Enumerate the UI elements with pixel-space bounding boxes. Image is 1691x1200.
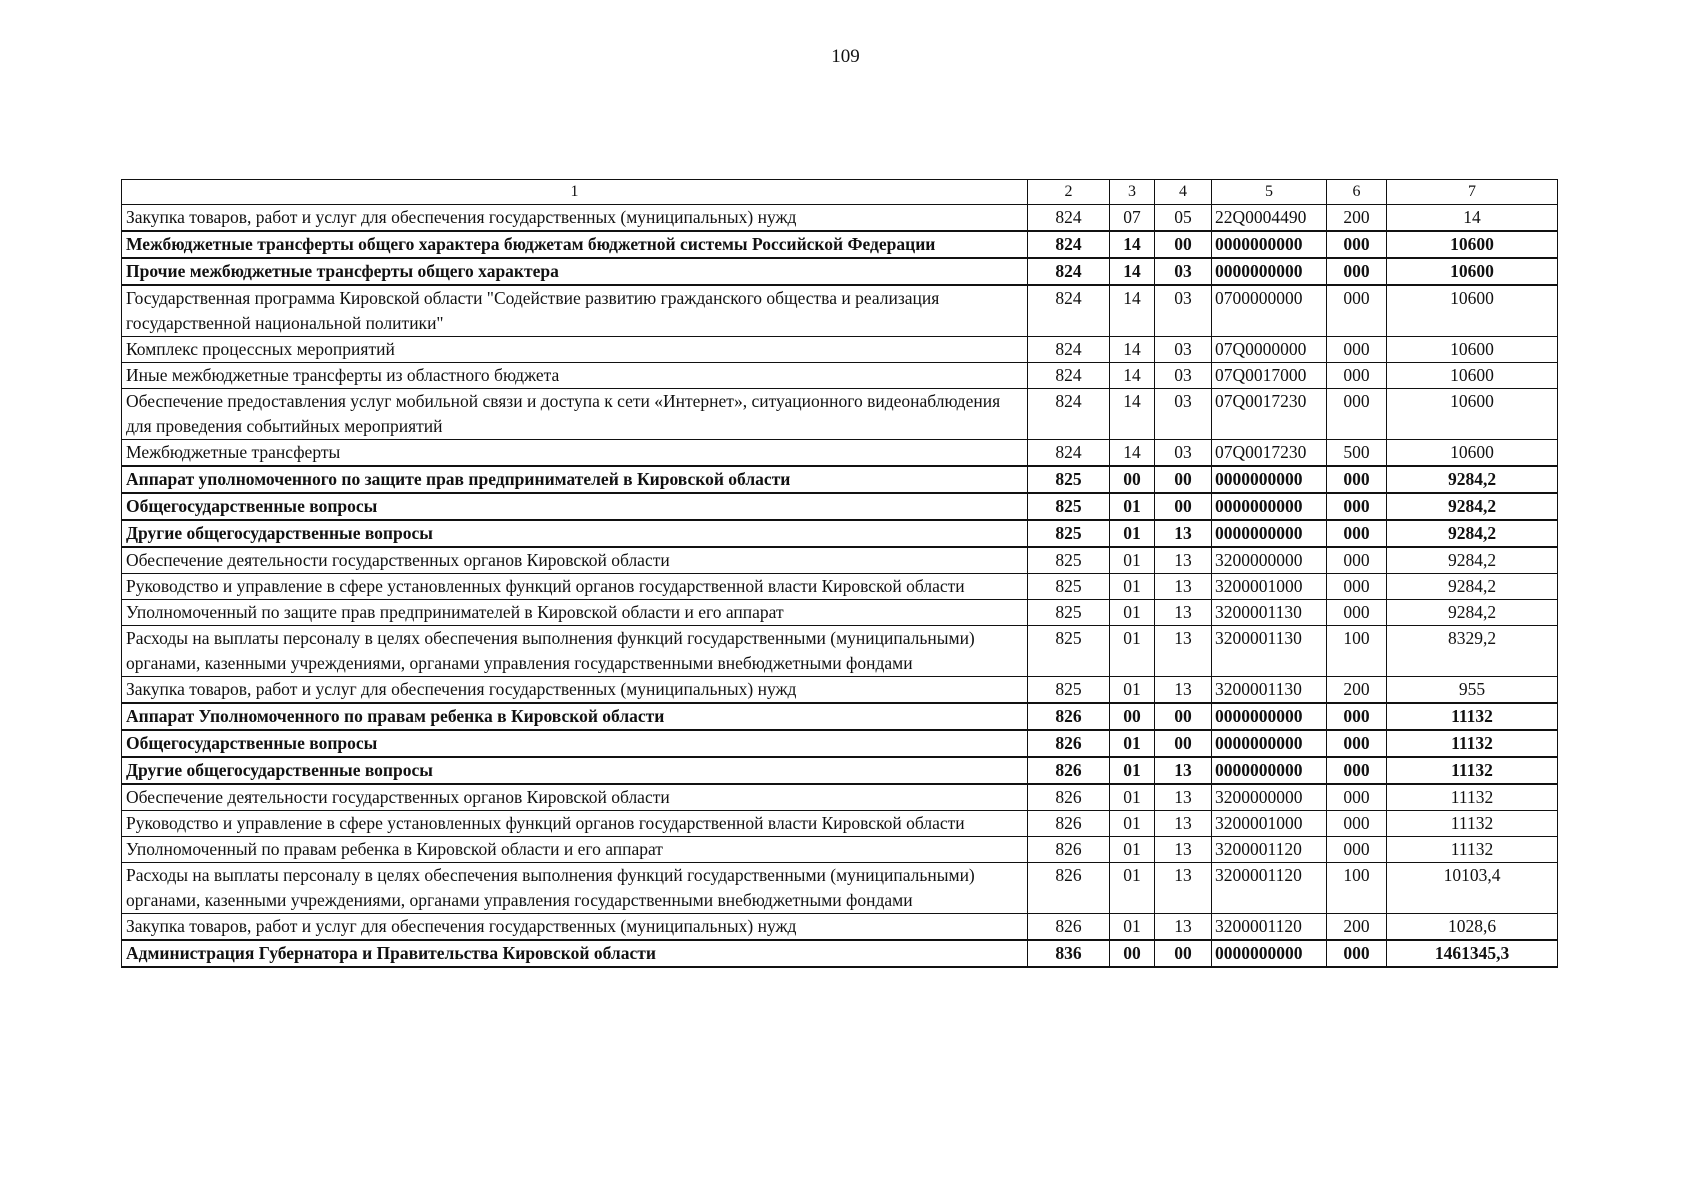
cell-ministry: 836 [1028,940,1110,967]
header-cell-subsection: 4 [1155,180,1212,205]
cell-expense-type: 200 [1327,914,1387,941]
cell-subsection: 13 [1155,626,1212,677]
cell-target-article: 3200000000 [1212,784,1327,811]
table-row [122,493,1558,520]
table-row [122,811,1558,837]
cell-ministry: 826 [1028,757,1110,784]
cell-section: 14 [1110,285,1155,337]
cell-name: Расходы на выплаты персоналу в целях обеспечения выполнения функций государственными (муниципальными) органами, казенными учреждениями, органами управления государственными внебюджетными фондами [122,863,1028,914]
cell-name: Руководство и управление в сфере установленных функций органов государственной власти Кировской области [122,574,1028,600]
cell-ministry: 825 [1028,493,1110,520]
cell-amount: 9284,2 [1387,547,1558,574]
cell-expense-type: 000 [1327,811,1387,837]
cell-section: 01 [1110,757,1155,784]
cell-ministry: 825 [1028,677,1110,704]
cell-amount: 10600 [1387,440,1558,467]
header-cell-ministry: 2 [1028,180,1110,205]
cell-ministry: 824 [1028,231,1110,258]
cell-ministry: 824 [1028,285,1110,337]
cell-expense-type: 000 [1327,730,1387,757]
table-row [122,940,1558,967]
cell-section: 14 [1110,389,1155,440]
cell-subsection: 00 [1155,730,1212,757]
budget-table-container [121,179,1557,968]
cell-target-article: 07Q0017230 [1212,389,1327,440]
cell-name: Аппарат Уполномоченного по правам ребенка в Кировской области [122,703,1028,730]
cell-target-article: 0000000000 [1212,466,1327,493]
cell-target-article: 0000000000 [1212,940,1327,967]
cell-ministry: 824 [1028,205,1110,232]
cell-name: Другие общегосударственные вопросы [122,520,1028,547]
cell-section: 01 [1110,811,1155,837]
cell-section: 14 [1110,363,1155,389]
header-cell-amount: 7 [1387,180,1558,205]
table-row [122,784,1558,811]
header-cell-section: 3 [1110,180,1155,205]
cell-name: Уполномоченный по защите прав предпринимателей в Кировской области и его аппарат [122,600,1028,626]
table-row [122,258,1558,285]
cell-expense-type: 000 [1327,757,1387,784]
budget-table-body [122,180,1558,968]
cell-section: 01 [1110,837,1155,863]
cell-expense-type: 000 [1327,231,1387,258]
cell-section: 07 [1110,205,1155,232]
cell-section: 01 [1110,863,1155,914]
cell-expense-type: 000 [1327,258,1387,285]
cell-expense-type: 000 [1327,600,1387,626]
cell-subsection: 00 [1155,703,1212,730]
table-row [122,914,1558,941]
cell-ministry: 825 [1028,520,1110,547]
table-row [122,837,1558,863]
cell-subsection: 00 [1155,940,1212,967]
cell-section: 01 [1110,600,1155,626]
cell-expense-type: 000 [1327,547,1387,574]
cell-name: Общегосударственные вопросы [122,493,1028,520]
cell-subsection: 13 [1155,863,1212,914]
cell-section: 01 [1110,574,1155,600]
table-row [122,231,1558,258]
cell-name: Обеспечение деятельности государственных органов Кировской области [122,547,1028,574]
cell-ministry: 824 [1028,258,1110,285]
cell-target-article: 3200001120 [1212,914,1327,941]
cell-section: 01 [1110,677,1155,704]
cell-section: 14 [1110,440,1155,467]
cell-name: Комплекс процессных мероприятий [122,337,1028,363]
cell-target-article: 3200001000 [1212,811,1327,837]
cell-expense-type: 200 [1327,205,1387,232]
cell-section: 01 [1110,520,1155,547]
cell-amount: 11132 [1387,757,1558,784]
cell-subsection: 13 [1155,600,1212,626]
cell-name: Государственная программа Кировской области "Содействие развитию гражданского общества и реализация государственной национальной политики" [122,285,1028,337]
cell-subsection: 03 [1155,440,1212,467]
cell-ministry: 825 [1028,574,1110,600]
cell-expense-type: 000 [1327,493,1387,520]
budget-table [121,179,1558,968]
cell-subsection: 13 [1155,914,1212,941]
table-row [122,520,1558,547]
header-cell-expense-type: 6 [1327,180,1387,205]
cell-target-article: 3200000000 [1212,547,1327,574]
cell-amount: 10600 [1387,363,1558,389]
cell-section: 14 [1110,337,1155,363]
cell-subsection: 03 [1155,285,1212,337]
cell-amount: 10600 [1387,258,1558,285]
cell-section: 00 [1110,940,1155,967]
cell-amount: 8329,2 [1387,626,1558,677]
cell-expense-type: 000 [1327,837,1387,863]
cell-amount: 955 [1387,677,1558,704]
cell-subsection: 13 [1155,547,1212,574]
cell-subsection: 13 [1155,784,1212,811]
cell-amount: 9284,2 [1387,493,1558,520]
cell-target-article: 0000000000 [1212,258,1327,285]
cell-amount: 1028,6 [1387,914,1558,941]
cell-amount: 10600 [1387,231,1558,258]
cell-target-article: 0000000000 [1212,231,1327,258]
cell-section: 01 [1110,626,1155,677]
cell-target-article: 3200001130 [1212,600,1327,626]
cell-expense-type: 000 [1327,520,1387,547]
table-row [122,863,1558,914]
cell-target-article: 07Q0017230 [1212,440,1327,467]
page-number: 109 [831,46,860,67]
cell-ministry: 824 [1028,337,1110,363]
cell-name: Расходы на выплаты персоналу в целях обеспечения выполнения функций государственными (муниципальными) органами, казенными учреждениями, органами управления государственными внебюджетными фондами [122,626,1028,677]
cell-target-article: 07Q0000000 [1212,337,1327,363]
cell-section: 00 [1110,466,1155,493]
cell-name: Уполномоченный по правам ребенка в Кировской области и его аппарат [122,837,1028,863]
cell-expense-type: 000 [1327,940,1387,967]
cell-target-article: 0000000000 [1212,730,1327,757]
cell-amount: 11132 [1387,730,1558,757]
cell-ministry: 824 [1028,440,1110,467]
cell-expense-type: 000 [1327,389,1387,440]
table-row [122,285,1558,337]
cell-amount: 14 [1387,205,1558,232]
cell-subsection: 03 [1155,363,1212,389]
cell-name: Прочие межбюджетные трансферты общего характера [122,258,1028,285]
cell-subsection: 13 [1155,757,1212,784]
cell-subsection: 13 [1155,811,1212,837]
cell-subsection: 05 [1155,205,1212,232]
table-header-row [122,180,1558,205]
cell-name: Обеспечение деятельности государственных органов Кировской области [122,784,1028,811]
cell-section: 01 [1110,914,1155,941]
cell-subsection: 13 [1155,837,1212,863]
cell-subsection: 03 [1155,258,1212,285]
table-row [122,389,1558,440]
cell-expense-type: 000 [1327,466,1387,493]
cell-expense-type: 000 [1327,574,1387,600]
table-row [122,337,1558,363]
cell-name: Общегосударственные вопросы [122,730,1028,757]
cell-ministry: 826 [1028,703,1110,730]
table-row [122,703,1558,730]
cell-section: 14 [1110,231,1155,258]
cell-amount: 10600 [1387,337,1558,363]
cell-target-article: 3200001120 [1212,837,1327,863]
cell-name: Другие общегосударственные вопросы [122,757,1028,784]
cell-subsection: 03 [1155,389,1212,440]
table-row [122,677,1558,704]
cell-target-article: 0000000000 [1212,493,1327,520]
cell-target-article: 07Q0017000 [1212,363,1327,389]
cell-subsection: 00 [1155,231,1212,258]
table-row [122,626,1558,677]
cell-name: Руководство и управление в сфере установленных функций органов государственной власти Кировской области [122,811,1028,837]
table-row [122,730,1558,757]
cell-name: Закупка товаров, работ и услуг для обеспечения государственных (муниципальных) нужд [122,914,1028,941]
cell-amount: 11132 [1387,784,1558,811]
cell-amount: 9284,2 [1387,600,1558,626]
cell-amount: 11132 [1387,703,1558,730]
cell-target-article: 0000000000 [1212,757,1327,784]
table-row [122,757,1558,784]
table-row [122,205,1558,232]
cell-target-article: 3200001120 [1212,863,1327,914]
cell-ministry: 826 [1028,837,1110,863]
cell-expense-type: 100 [1327,626,1387,677]
cell-amount: 9284,2 [1387,520,1558,547]
cell-subsection: 13 [1155,574,1212,600]
cell-amount: 9284,2 [1387,574,1558,600]
header-cell-name: 1 [122,180,1028,205]
cell-ministry: 825 [1028,600,1110,626]
cell-name: Обеспечение предоставления услуг мобильной связи и доступа к сети «Интернет», ситуационного видеонаблюдения для проведения событийных мероприятий [122,389,1028,440]
cell-subsection: 03 [1155,337,1212,363]
table-row [122,466,1558,493]
cell-section: 01 [1110,547,1155,574]
cell-target-article: 0700000000 [1212,285,1327,337]
cell-target-article: 22Q0004490 [1212,205,1327,232]
cell-amount: 11132 [1387,811,1558,837]
cell-section: 00 [1110,703,1155,730]
cell-ministry: 825 [1028,547,1110,574]
cell-expense-type: 100 [1327,863,1387,914]
cell-target-article: 0000000000 [1212,703,1327,730]
cell-target-article: 3200001000 [1212,574,1327,600]
cell-expense-type: 000 [1327,285,1387,337]
cell-expense-type: 200 [1327,677,1387,704]
cell-target-article: 0000000000 [1212,520,1327,547]
cell-name: Межбюджетные трансферты общего характера бюджетам бюджетной системы Российской Федерации [122,231,1028,258]
cell-ministry: 826 [1028,811,1110,837]
cell-expense-type: 000 [1327,703,1387,730]
cell-amount: 10600 [1387,285,1558,337]
cell-name: Закупка товаров, работ и услуг для обеспечения государственных (муниципальных) нужд [122,677,1028,704]
cell-ministry: 826 [1028,730,1110,757]
cell-ministry: 825 [1028,466,1110,493]
cell-amount: 10103,4 [1387,863,1558,914]
cell-ministry: 824 [1028,363,1110,389]
table-row [122,547,1558,574]
cell-target-article: 3200001130 [1212,677,1327,704]
cell-amount: 10600 [1387,389,1558,440]
cell-expense-type: 000 [1327,784,1387,811]
cell-ministry: 826 [1028,784,1110,811]
cell-expense-type: 500 [1327,440,1387,467]
table-row [122,440,1558,467]
cell-expense-type: 000 [1327,363,1387,389]
table-row [122,600,1558,626]
cell-section: 01 [1110,784,1155,811]
cell-subsection: 13 [1155,520,1212,547]
cell-section: 01 [1110,493,1155,520]
table-row [122,574,1558,600]
cell-subsection: 13 [1155,677,1212,704]
cell-target-article: 3200001130 [1212,626,1327,677]
cell-ministry: 825 [1028,626,1110,677]
cell-name: Иные межбюджетные трансферты из областного бюджета [122,363,1028,389]
cell-amount: 1461345,3 [1387,940,1558,967]
cell-section: 14 [1110,258,1155,285]
cell-ministry: 826 [1028,914,1110,941]
cell-ministry: 826 [1028,863,1110,914]
cell-name: Администрация Губернатора и Правительства Кировской области [122,940,1028,967]
cell-amount: 11132 [1387,837,1558,863]
cell-name: Аппарат уполномоченного по защите прав предпринимателей в Кировской области [122,466,1028,493]
cell-subsection: 00 [1155,466,1212,493]
cell-name: Межбюджетные трансферты [122,440,1028,467]
cell-ministry: 824 [1028,389,1110,440]
cell-name: Закупка товаров, работ и услуг для обеспечения государственных (муниципальных) нужд [122,205,1028,232]
cell-subsection: 00 [1155,493,1212,520]
cell-amount: 9284,2 [1387,466,1558,493]
cell-section: 01 [1110,730,1155,757]
header-cell-target-article: 5 [1212,180,1327,205]
cell-expense-type: 000 [1327,337,1387,363]
table-row [122,363,1558,389]
